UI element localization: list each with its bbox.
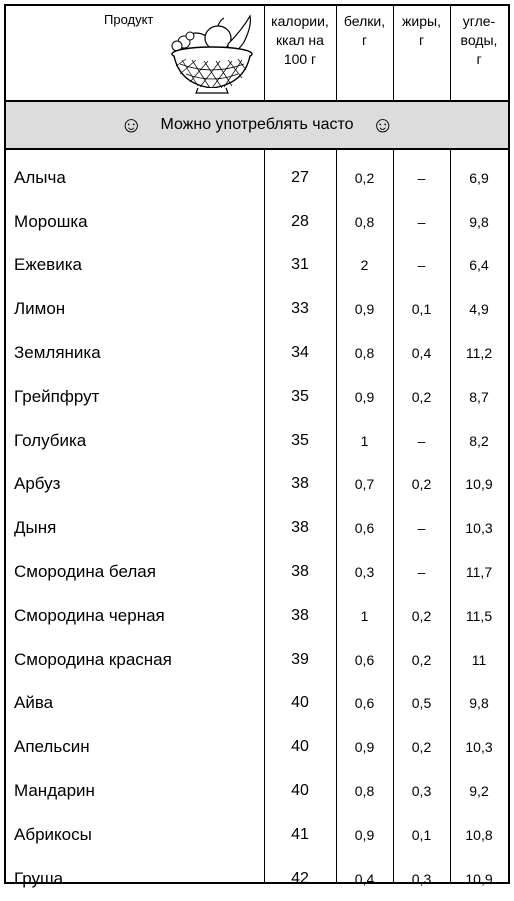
table-row	[6, 200, 508, 244]
fat-cell: 0,1	[411, 826, 432, 843]
fat-cell: 0,4	[411, 345, 432, 362]
protein-cell: 1	[360, 432, 369, 449]
column-divider	[393, 6, 394, 100]
calories-header-line: ккал на	[276, 32, 324, 48]
product-name-cell: Алыча	[14, 167, 66, 187]
fat-header	[393, 6, 450, 100]
product-name-cell: Смородина черная	[14, 605, 165, 625]
product-header: Продукт	[104, 12, 154, 27]
calories-cell: 33	[291, 300, 309, 318]
protein-cell: 1	[360, 607, 369, 624]
carbs-cell: 9,8	[469, 695, 489, 712]
fat-cell: 0,2	[411, 476, 432, 493]
protein-cell: 0,9	[354, 739, 375, 756]
product-name-cell: Абрикосы	[14, 824, 92, 844]
carbs-header-line: воды,	[460, 32, 498, 48]
fat-cell: 0,3	[411, 870, 432, 887]
carbs-cell: 10,8	[465, 826, 493, 843]
carbs-cell: 9,2	[469, 783, 489, 800]
fat-cell: –	[417, 213, 426, 230]
protein-header-line: г	[361, 32, 368, 48]
carbs-header-line: угле-	[462, 13, 496, 29]
product-name-cell: Мандарин	[14, 781, 95, 801]
calories-cell: 27	[291, 168, 309, 186]
protein-header-line: белки,	[343, 13, 386, 29]
product-name-cell: Дыня	[14, 518, 57, 538]
carbs-header	[450, 6, 508, 100]
table-row	[6, 769, 508, 813]
table-row	[6, 682, 508, 726]
carbs-cell: 10,9	[465, 870, 493, 887]
protein-cell: 0,8	[354, 345, 375, 362]
table-row	[6, 725, 508, 769]
calories-cell: 40	[291, 738, 309, 756]
protein-cell: 0,6	[354, 520, 375, 537]
calories-header-line: калории,	[271, 13, 329, 29]
table-row	[6, 244, 508, 288]
fat-cell: –	[417, 169, 426, 186]
carbs-cell: 8,7	[469, 388, 489, 405]
product-name-cell: Ежевика	[14, 255, 82, 275]
calories-cell: 38	[291, 563, 309, 581]
protein-cell: 0,6	[354, 651, 375, 668]
table-row	[6, 550, 508, 594]
table-row	[6, 857, 508, 901]
carbs-cell: 11,7	[465, 564, 493, 581]
protein-cell: 0,9	[354, 388, 375, 405]
fat-cell: 0,2	[411, 388, 432, 405]
carbs-cell: 10,3	[465, 520, 493, 537]
calories-cell: 40	[291, 782, 309, 800]
table-row	[6, 813, 508, 857]
protein-cell: 0,9	[354, 301, 375, 318]
smiley-icon: ☺	[371, 112, 395, 137]
protein-cell: 0,6	[354, 695, 375, 712]
product-name-cell: Смородина белая	[14, 562, 156, 582]
calories-cell: 38	[291, 606, 309, 624]
column-divider	[264, 6, 265, 100]
calories-cell: 41	[291, 825, 309, 843]
fat-cell: –	[417, 432, 426, 449]
product-name-cell: Земляника	[14, 343, 101, 363]
fat-cell: 0,1	[411, 301, 432, 318]
product-name-cell: Арбуз	[14, 474, 61, 494]
fat-cell: 0,2	[411, 607, 432, 624]
carbs-cell: 11,5	[465, 607, 493, 624]
table-row	[6, 375, 508, 419]
carbs-cell: 11,2	[465, 345, 493, 362]
protein-cell: 0,8	[354, 783, 375, 800]
section-header-often	[6, 102, 508, 150]
calories-cell: 34	[291, 344, 309, 362]
calories-cell: 38	[291, 475, 309, 493]
fat-cell: –	[417, 564, 426, 581]
protein-cell: 0,7	[354, 476, 375, 493]
carbs-cell: 6,4	[469, 257, 489, 274]
fruit-basket-icon	[166, 14, 258, 94]
table-row	[6, 331, 508, 375]
carbs-cell: 11	[471, 651, 487, 668]
fat-cell: –	[417, 257, 426, 274]
calories-cell: 31	[291, 256, 309, 274]
table-row	[6, 156, 508, 200]
carbs-header-line: г	[476, 51, 482, 67]
calories-cell: 35	[291, 387, 309, 405]
fat-header-line: г	[418, 32, 425, 48]
product-name-cell: Груша	[14, 868, 64, 888]
calories-cell: 35	[291, 431, 309, 449]
column-divider	[336, 6, 337, 100]
carbs-cell: 8,2	[469, 432, 489, 449]
fat-cell: 0,2	[411, 739, 432, 756]
product-name-cell: Голубика	[14, 430, 87, 450]
protein-cell: 0,9	[354, 826, 375, 843]
nutrition-table	[4, 4, 510, 888]
protein-cell: 0,2	[354, 169, 375, 186]
protein-cell: 0,3	[354, 564, 375, 581]
product-name-cell: Грейпфрут	[14, 386, 100, 406]
table-row	[6, 463, 508, 507]
table-row	[6, 638, 508, 682]
product-header-cell	[6, 6, 264, 100]
table-row	[6, 506, 508, 550]
carbs-cell: 4,9	[469, 301, 489, 318]
header-row	[6, 6, 508, 102]
protein-cell: 2	[360, 257, 369, 274]
product-name-cell: Морошка	[14, 211, 88, 231]
product-name-cell: Смородина красная	[14, 649, 172, 669]
carbs-cell: 6,9	[469, 169, 489, 186]
calories-cell: 39	[291, 650, 309, 668]
product-name-cell: Айва	[14, 693, 54, 713]
section-title: Можно употреблять часто	[160, 116, 354, 133]
protein-header	[336, 6, 393, 100]
protein-cell: 0,4	[354, 870, 375, 887]
product-name-cell: Апельсин	[14, 737, 90, 757]
smiley-icon: ☺	[119, 112, 143, 137]
fat-header-line: жиры,	[402, 13, 441, 29]
carbs-cell: 10,3	[465, 739, 493, 756]
calories-cell: 42	[291, 869, 309, 887]
carbs-cell: 9,8	[469, 213, 489, 230]
column-divider	[450, 6, 451, 100]
protein-cell: 0,8	[354, 213, 375, 230]
fat-cell: –	[417, 520, 426, 537]
fat-cell: 0,5	[411, 695, 432, 712]
calories-header	[264, 6, 336, 100]
table-row	[6, 594, 508, 638]
fat-cell: 0,3	[411, 783, 432, 800]
carbs-cell: 10,9	[465, 476, 493, 493]
calories-cell: 28	[291, 212, 309, 230]
table-row	[6, 287, 508, 331]
calories-header-line: 100 г	[283, 51, 317, 67]
calories-cell: 38	[291, 519, 309, 537]
table-row	[6, 419, 508, 463]
fat-cell: 0,2	[411, 651, 432, 668]
product-name-cell: Лимон	[14, 299, 66, 319]
calories-cell: 40	[291, 694, 309, 712]
